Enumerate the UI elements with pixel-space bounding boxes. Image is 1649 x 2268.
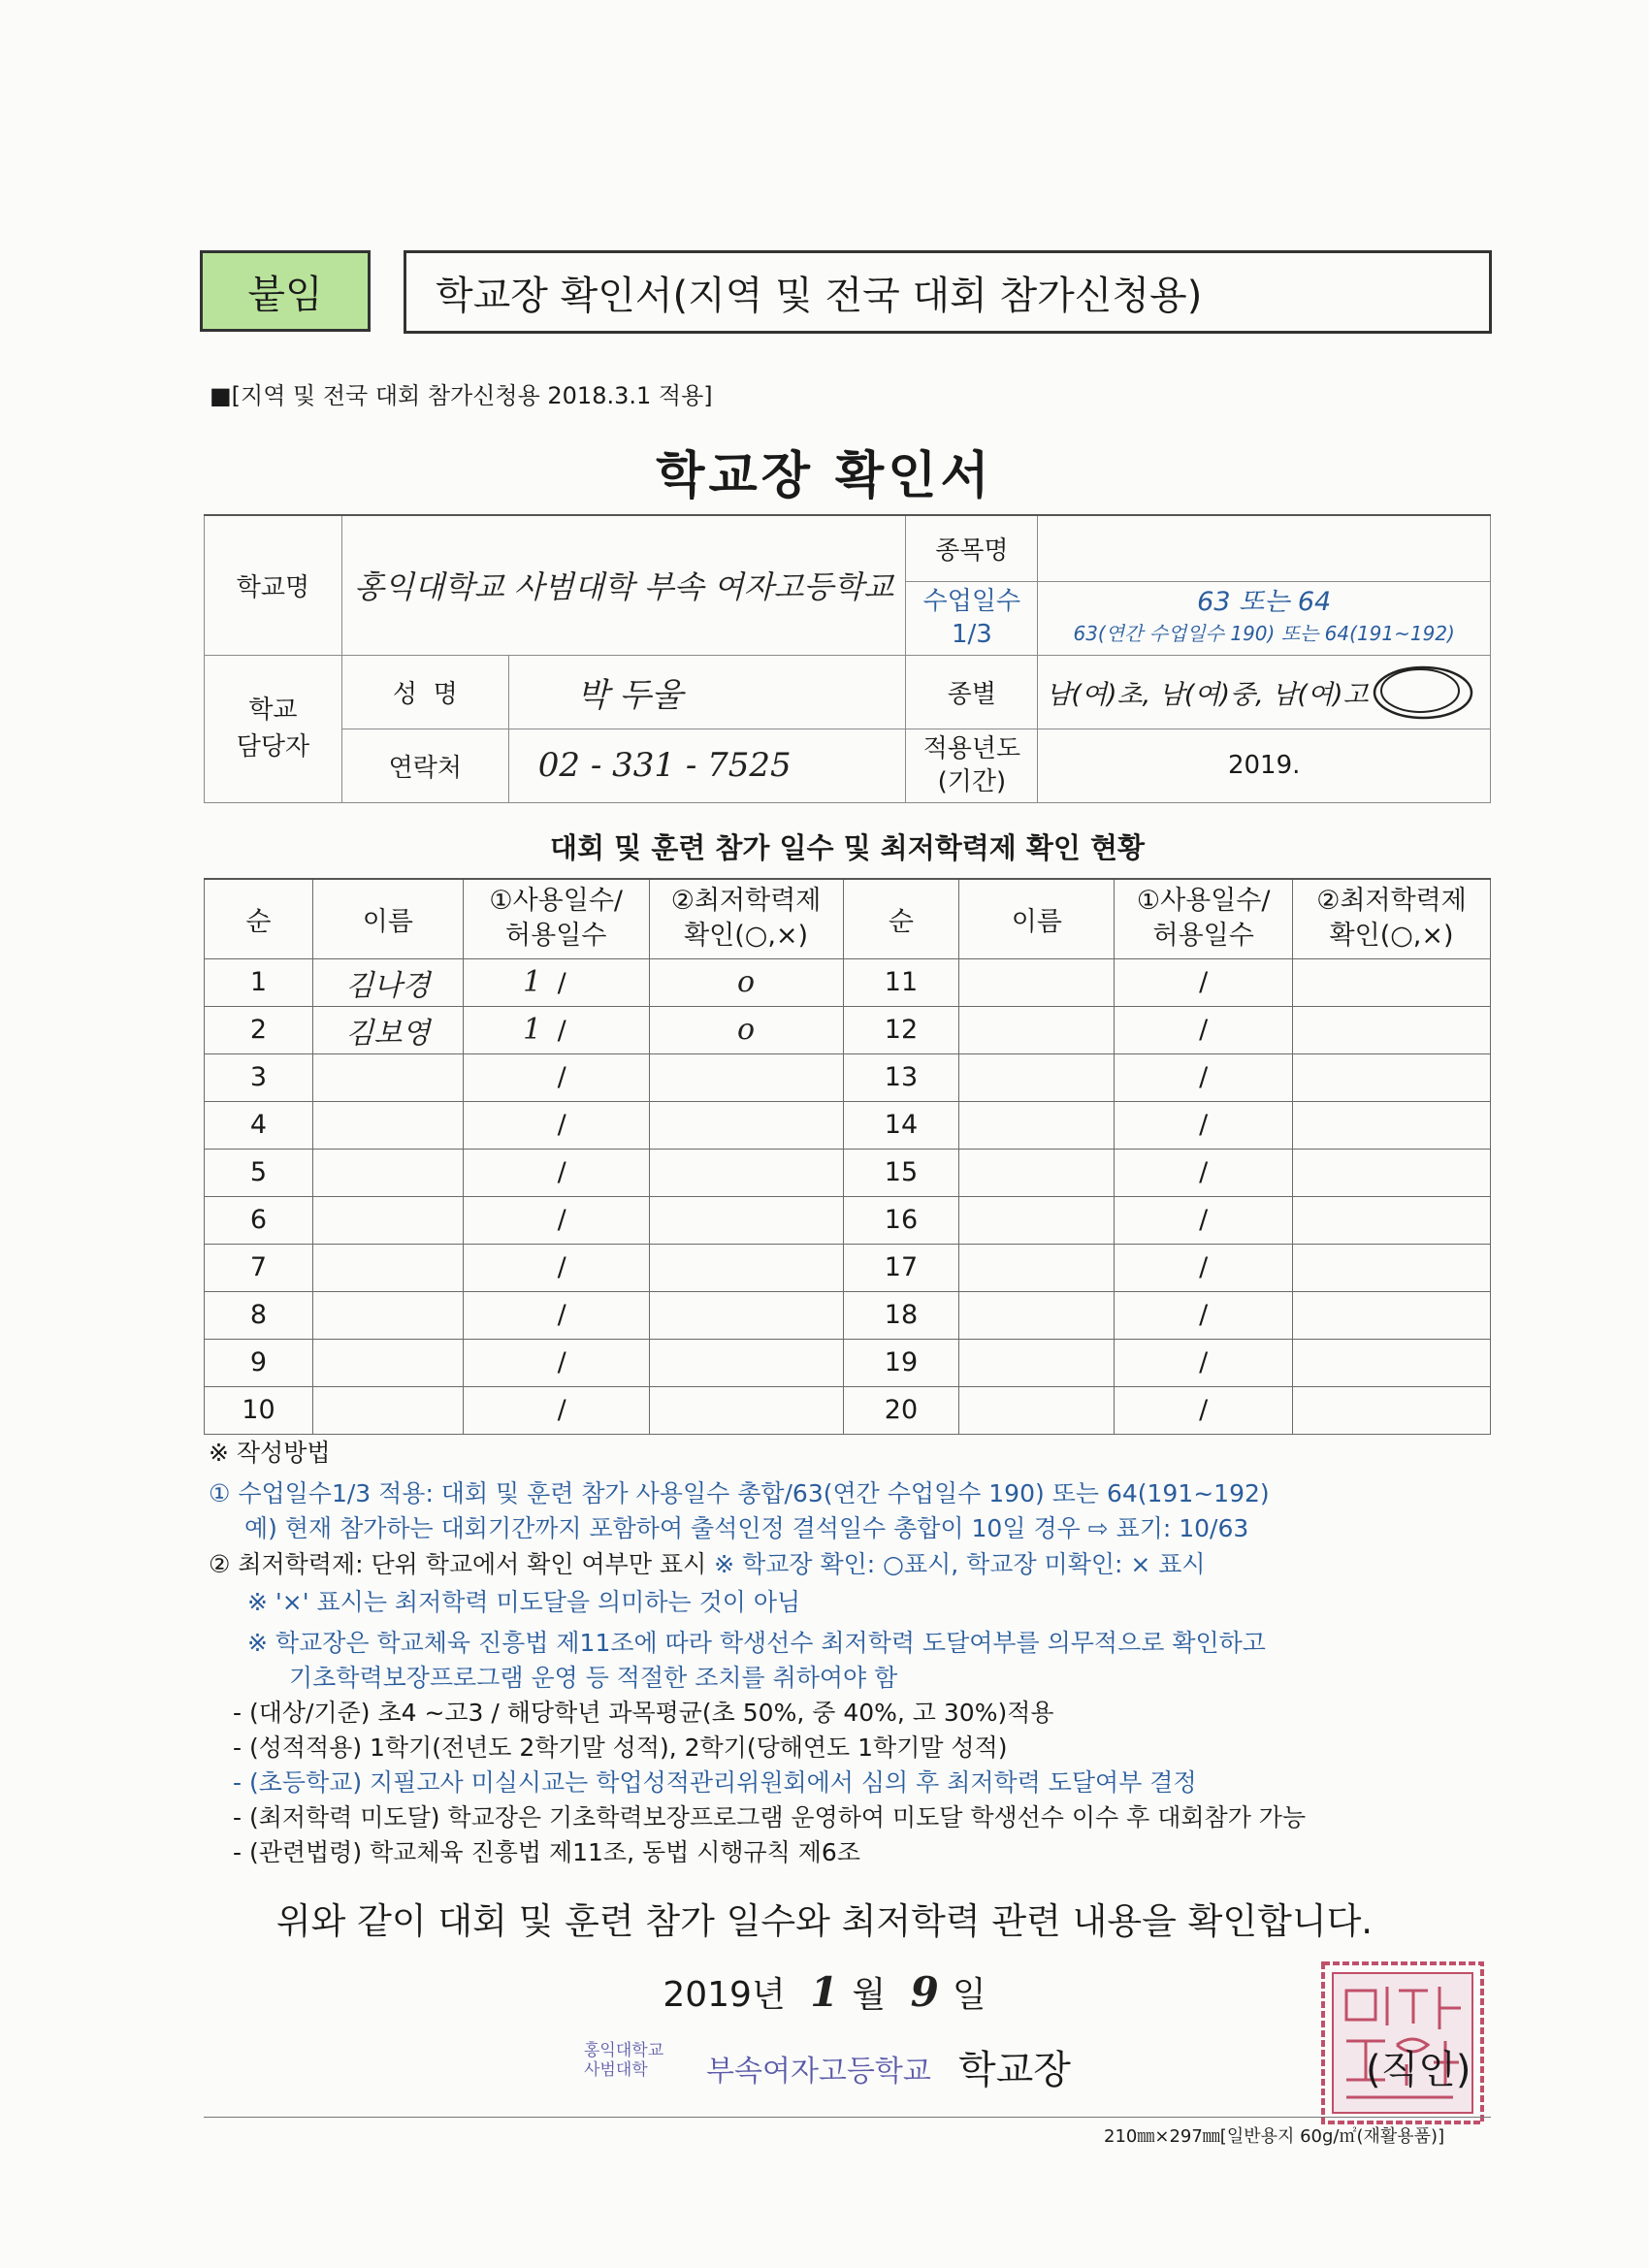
- row-name: [312, 1291, 463, 1339]
- row-check: [1293, 958, 1491, 1006]
- table-row: [205, 1196, 1491, 1244]
- table-row: [205, 1053, 1491, 1101]
- status-table: [204, 878, 1491, 1435]
- table-row: [205, 1291, 1491, 1339]
- row-no: 17: [843, 1244, 959, 1291]
- row-check: [649, 1053, 843, 1101]
- row-no: 10: [205, 1386, 313, 1434]
- info-table: [204, 514, 1491, 803]
- row-no: 1: [205, 958, 313, 1006]
- row-no: 3: [205, 1053, 313, 1101]
- notes-heading: ※ 작성방법: [209, 1439, 331, 1467]
- contact-label-line2: 담당자: [236, 732, 310, 761]
- row-days: /: [1115, 1053, 1293, 1101]
- row-name: [959, 1053, 1115, 1101]
- row-days-slash: /: [557, 1110, 566, 1140]
- row-no: 2: [205, 1006, 313, 1053]
- col-days-right-line1: ①사용일수/: [1136, 886, 1271, 917]
- col-days-left-line2: 허용일수: [505, 921, 607, 952]
- row-days: /: [1115, 1386, 1293, 1434]
- row-name: [959, 1149, 1115, 1196]
- col-name-right: 이름: [959, 879, 1115, 958]
- row-days-slash: /: [557, 1395, 566, 1425]
- row-check: [649, 1149, 843, 1196]
- days-label-line1: 수업일수: [922, 587, 1021, 616]
- row-name: [959, 1101, 1115, 1149]
- col-check-right-line1: ②최저학력제: [1316, 886, 1467, 917]
- event-label: 종목명: [906, 515, 1038, 581]
- row-name: [312, 1101, 463, 1149]
- category-text: 남(여)초, 남(여)중, 남(여)고: [1046, 679, 1369, 710]
- table-row: [205, 1386, 1491, 1434]
- col-days-left: [463, 879, 649, 958]
- row-check: [1293, 1386, 1491, 1434]
- note-3: ※ '×' 표시는 최저학력 미도달을 의미하는 것이 아님: [247, 1588, 801, 1616]
- col-days-right-line2: 허용일수: [1152, 921, 1254, 952]
- date-month: 1: [810, 1968, 839, 2016]
- row-name: [312, 1053, 463, 1101]
- row-check: [1293, 1101, 1491, 1149]
- table-row: [205, 958, 1491, 1006]
- row-check: o: [649, 958, 843, 1006]
- days-value: [1038, 581, 1491, 655]
- row-name: [959, 1006, 1115, 1053]
- note-8: - (최저학력 미도달) 학교장은 기초학력보장프로그램 운영하여 미도달 학생선수 이수 후 대회참가 가능: [233, 1803, 1307, 1831]
- row-check: [649, 1244, 843, 1291]
- days-value-detail: 63(연간 수업일수 190) 또는 64(191~192): [1073, 622, 1455, 645]
- row-no: 11: [843, 958, 959, 1006]
- event-value: [1038, 515, 1491, 581]
- attachment-badge: [200, 250, 371, 332]
- row-check: [649, 1101, 843, 1149]
- col-days-left-line1: ①사용일수/: [489, 886, 624, 917]
- row-days-slash: /: [557, 1205, 566, 1235]
- school-label: 학교명: [205, 515, 342, 655]
- row-days: [463, 1196, 649, 1244]
- school-stamp-line1: 홍익대학교: [584, 2041, 664, 2060]
- row-days: /: [1115, 1196, 1293, 1244]
- row-name: [959, 1339, 1115, 1386]
- row-name: [312, 1196, 463, 1244]
- row-no: 15: [843, 1149, 959, 1196]
- row-no: 18: [843, 1291, 959, 1339]
- row-no: 19: [843, 1339, 959, 1386]
- form-reference: ■[지역 및 전국 대회 참가신청용 2018.3.1 적용]: [210, 382, 713, 409]
- row-check: [1293, 1196, 1491, 1244]
- year-value: 2019.: [1038, 729, 1491, 802]
- row-name: [312, 1149, 463, 1196]
- col-days-right: [1115, 879, 1293, 958]
- row-days-slash: /: [557, 1157, 566, 1187]
- row-no: 4: [205, 1101, 313, 1149]
- note-5: - (대상/기준) 초4 ~고3 / 해당학년 과목평균(초 50%, 중 40%, 고 30%)적용: [233, 1699, 1054, 1727]
- category-label: 종별: [906, 655, 1038, 729]
- year-label: [906, 729, 1038, 802]
- date-day: 9: [910, 1968, 939, 2016]
- col-check-right: [1293, 879, 1491, 958]
- status-title: 대회 및 훈련 참가 일수 및 최저학력제 확인 현황: [549, 831, 1146, 864]
- row-days-slash: /: [557, 1062, 566, 1092]
- date-year: 2019년: [663, 1975, 786, 2015]
- note-4: ※ 학교장은 학교체육 진흥법 제11조에 따라 학생선수 최저학력 도달여부를 의무적으로 확인하고: [247, 1629, 1266, 1657]
- school-stamp: [584, 2041, 663, 2080]
- days-label-line2: 1/3: [951, 620, 992, 649]
- note-2: [209, 1547, 1206, 1582]
- row-days: [463, 1053, 649, 1101]
- row-check: [1293, 1006, 1491, 1053]
- row-check: [649, 1196, 843, 1244]
- row-days: [463, 1101, 649, 1149]
- note-1: ① 수업일수1/3 적용: 대회 및 훈련 참가 사용일수 총합/63(연간 수업일수 190) 또는 64(191~192): [209, 1479, 1270, 1507]
- note-4b: 기초학력보장프로그램 운영 등 적절한 조치를 취하여야 함: [289, 1664, 898, 1692]
- table-row: [205, 1006, 1491, 1053]
- row-days-used: 1: [523, 1013, 542, 1047]
- note-7: - (초등학교) 지필고사 미실시교는 학업성적관리위원회에서 심의 후 최저학력 도달여부 결정: [233, 1768, 1197, 1797]
- row-days: /: [1115, 1291, 1293, 1339]
- row-name: [959, 1386, 1115, 1434]
- note-2b: ※ 학교장 확인: ○표시, 학교장 미확인: × 표시: [714, 1550, 1206, 1578]
- row-days: /: [1115, 1244, 1293, 1291]
- school-stamp-name: 부속여자고등학교: [706, 2055, 931, 2089]
- school-value: 홍익대학교 사범대학 부속 여자고등학교: [341, 515, 906, 655]
- row-check: [1293, 1244, 1491, 1291]
- row-no: 6: [205, 1196, 313, 1244]
- row-days: /: [1115, 1149, 1293, 1196]
- row-days: /: [1115, 1101, 1293, 1149]
- row-check: [649, 1386, 843, 1434]
- table-row: [205, 1149, 1491, 1196]
- principal-title: 학교장: [958, 2048, 1071, 2092]
- row-no: 12: [843, 1006, 959, 1053]
- row-no: 8: [205, 1291, 313, 1339]
- table-row: [205, 1339, 1491, 1386]
- col-check-right-line2: 확인(○,×): [1329, 921, 1454, 952]
- row-no: 7: [205, 1244, 313, 1291]
- row-check: [1293, 1339, 1491, 1386]
- row-name: [959, 1244, 1115, 1291]
- note-6: - (성적적용) 1학기(전년도 2학기말 성적), 2학기(당해연도 1학기말 성적): [233, 1733, 1008, 1762]
- phone-label: 연락처: [341, 729, 508, 802]
- bottom-rule: [204, 2117, 1491, 2118]
- row-check: [1293, 1291, 1491, 1339]
- name-value: 박 두울: [508, 655, 906, 729]
- col-name-left: 이름: [312, 879, 463, 958]
- col-check-left-line2: 확인(○,×): [684, 921, 809, 952]
- note-2a: ② 최저학력제: 단위 학교에서 확인 여부만 표시: [209, 1550, 707, 1578]
- row-name: 김나경: [312, 958, 463, 1006]
- contact-label-line1: 학교: [248, 696, 298, 725]
- date-day-unit: 일: [952, 1975, 986, 2015]
- row-name: 김보영: [312, 1006, 463, 1053]
- row-days: /: [1115, 1339, 1293, 1386]
- selection-circle-icon: [1370, 662, 1476, 724]
- row-days: [463, 1149, 649, 1196]
- row-days-slash: /: [557, 1347, 566, 1377]
- phone-value: 02 - 331 - 7525: [508, 729, 906, 802]
- header-title: 학교장 확인서(지역 및 전국 대회 참가신청용): [436, 273, 1203, 318]
- name-label: 성 명: [341, 655, 508, 729]
- seal-label: (직인): [1366, 2048, 1471, 2092]
- row-days: /: [1115, 958, 1293, 1006]
- row-days: /: [1115, 1006, 1293, 1053]
- confirmation-statement: 위와 같이 대회 및 훈련 참가 일수와 최저학력 관련 내용을 확인합니다.: [275, 1900, 1374, 1942]
- row-days: [463, 1244, 649, 1291]
- category-value: [1038, 655, 1491, 729]
- row-check: [649, 1339, 843, 1386]
- days-value-main: 63 또는 64: [1197, 587, 1332, 617]
- row-no: 14: [843, 1101, 959, 1149]
- row-name: [312, 1339, 463, 1386]
- col-no-right: 순: [843, 879, 959, 958]
- header-title-box: [404, 250, 1492, 334]
- col-check-left: [649, 879, 843, 958]
- school-stamp-line2: 사범대학: [584, 2060, 648, 2080]
- year-label-line2: (기간): [937, 767, 1007, 796]
- row-days-used: 1: [523, 965, 542, 999]
- row-no: 20: [843, 1386, 959, 1434]
- table-row: [205, 1244, 1491, 1291]
- row-days: [463, 1291, 649, 1339]
- row-check: [1293, 1149, 1491, 1196]
- row-no: 16: [843, 1196, 959, 1244]
- note-9: - (관련법령) 학교체육 진흥법 제11조, 동법 시행규칙 제6조: [233, 1838, 860, 1866]
- row-check: o: [649, 1006, 843, 1053]
- row-days: [463, 1006, 649, 1053]
- row-name: [312, 1244, 463, 1291]
- main-title: 학교장 확인서: [656, 447, 993, 505]
- row-days: [463, 958, 649, 1006]
- col-check-left-line1: ②최저학력제: [670, 886, 822, 917]
- contact-label: [205, 655, 342, 802]
- row-check: [1293, 1053, 1491, 1101]
- row-name: [312, 1386, 463, 1434]
- row-no: 13: [843, 1053, 959, 1101]
- col-no-left: 순: [205, 879, 313, 958]
- year-label-line1: 적용년도: [922, 734, 1021, 763]
- row-days-slash: /: [557, 1300, 566, 1330]
- row-no: 5: [205, 1149, 313, 1196]
- row-days: [463, 1386, 649, 1434]
- attachment-badge-label: 붙임: [247, 272, 323, 317]
- row-name: [959, 958, 1115, 1006]
- row-days-slash: /: [557, 1252, 566, 1282]
- row-check: [649, 1291, 843, 1339]
- days-label: [906, 581, 1038, 655]
- date-month-unit: 월: [852, 1975, 887, 2015]
- row-name: [959, 1291, 1115, 1339]
- row-name: [959, 1196, 1115, 1244]
- paper-spec: 210㎜×297㎜[일반용지 60g/㎡(재활용품)]: [1104, 2126, 1445, 2147]
- row-no: 9: [205, 1339, 313, 1386]
- row-days-slash: /: [557, 968, 566, 998]
- row-days-slash: /: [557, 1016, 566, 1046]
- table-row: [205, 1101, 1491, 1149]
- row-days: [463, 1339, 649, 1386]
- note-1b: 예) 현재 참가하는 대회기간까지 포함하여 출석인정 결석일수 총합이 10일 경우 ⇨ 표기: 10/63: [244, 1514, 1249, 1542]
